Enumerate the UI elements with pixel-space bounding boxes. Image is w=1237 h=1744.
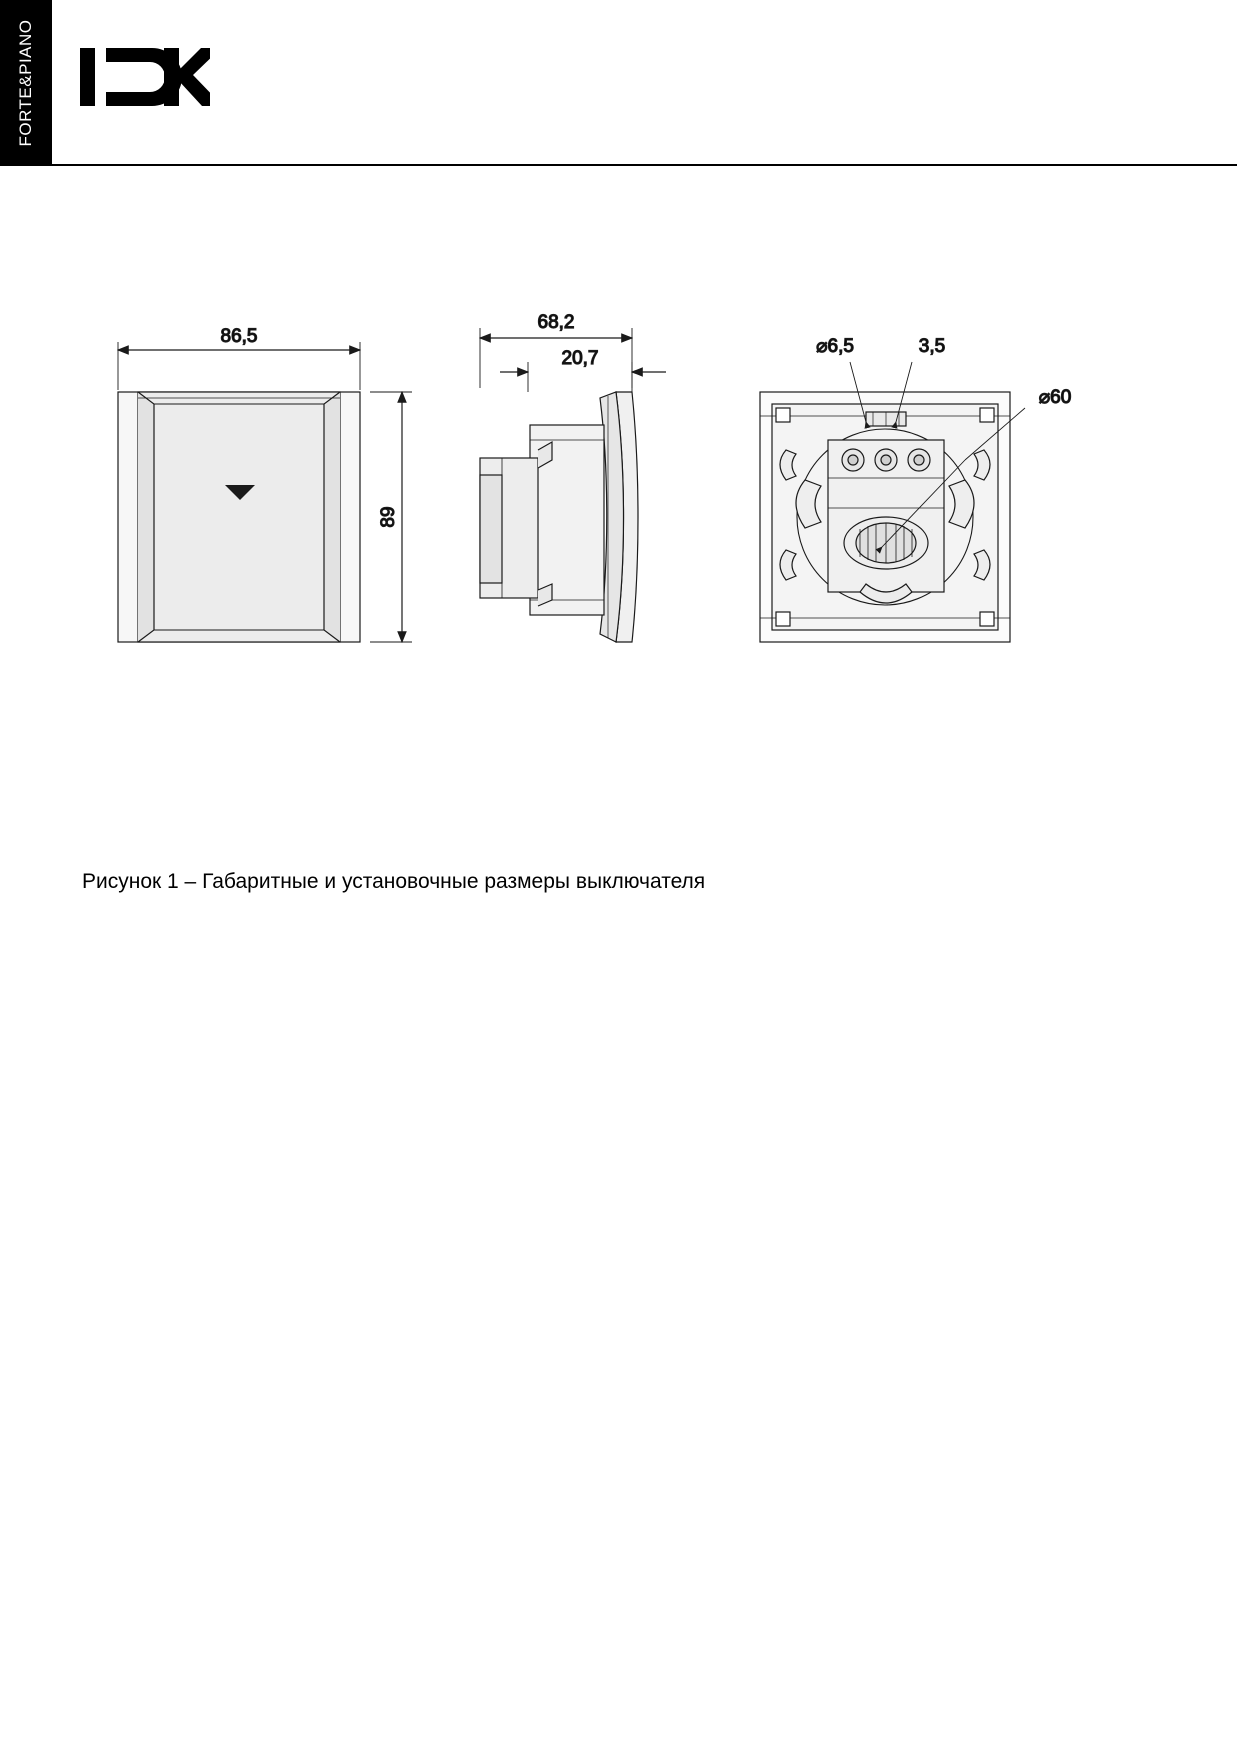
- iek-logo: [80, 42, 210, 123]
- side-view-group: [480, 312, 666, 642]
- back-view-group: [760, 336, 1071, 642]
- iek-logo-icon: [80, 42, 210, 112]
- dim-back-hole: ⌀6,5: [816, 336, 854, 357]
- dim-back-thickness: 3,5: [918, 336, 946, 357]
- dim-back-diameter: ⌀60: [1038, 387, 1072, 408]
- brand-vertical-label: FORTE&PIANO: [16, 19, 35, 147]
- dim-front-width: 86,5: [220, 326, 258, 347]
- brand-block: [0, 0, 52, 166]
- header-divider: [52, 164, 1237, 166]
- dim-side-plate: 20,7: [561, 348, 599, 369]
- figure-technical-drawing: [60, 300, 1180, 720]
- drawing-canvas: [60, 300, 1180, 720]
- front-view-group: [118, 326, 412, 642]
- dim-side-depth: 68,2: [537, 312, 575, 333]
- figure-caption: Рисунок 1 – Габаритные и установочные размеры выключателя: [82, 870, 706, 893]
- dim-front-height: 89: [378, 506, 399, 528]
